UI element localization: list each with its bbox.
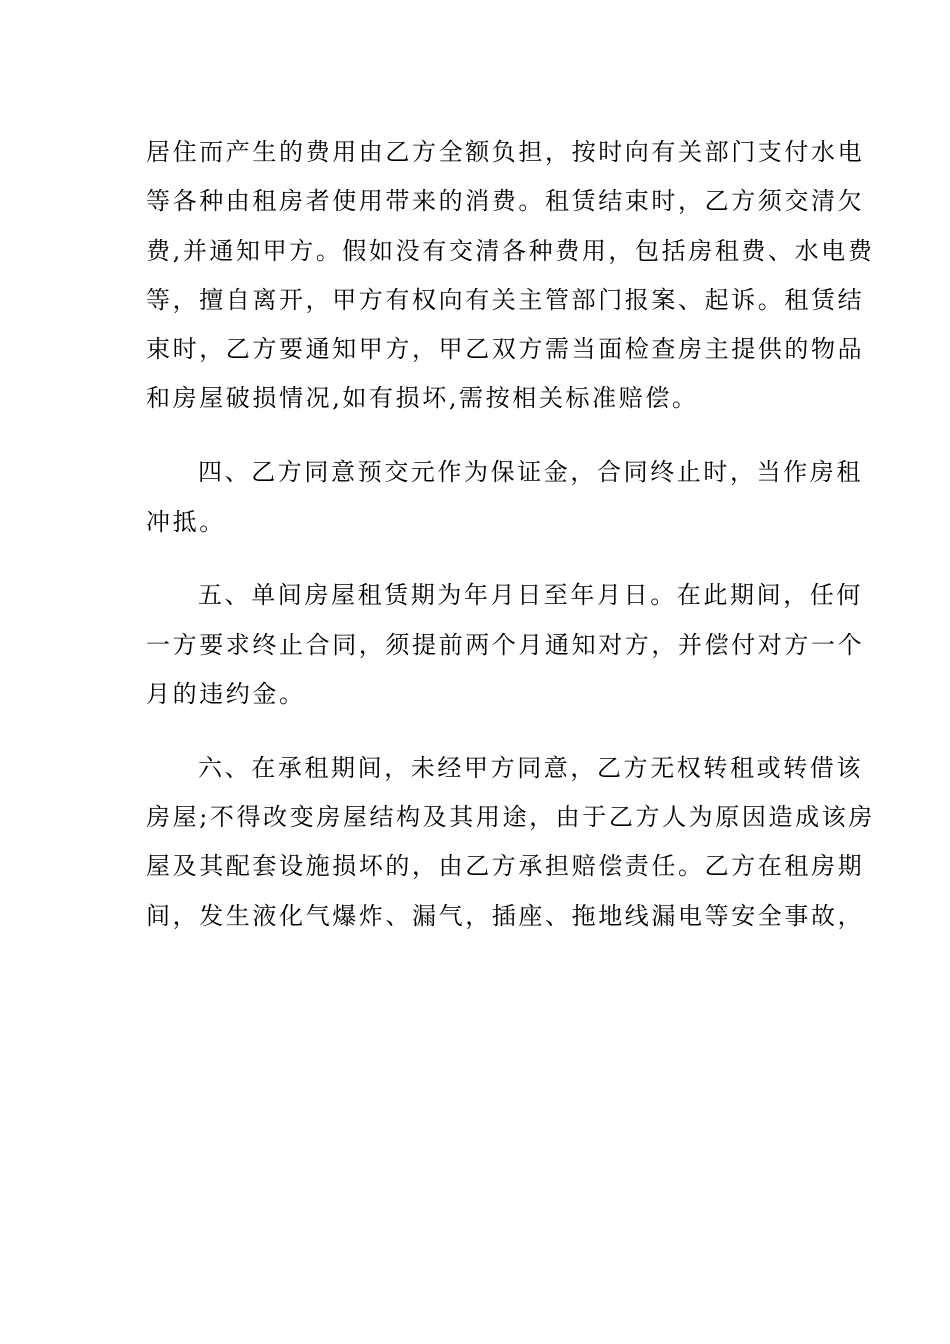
- text-line: 束时，乙方要通知甲方，甲乙双方需当面检查房主提供的物品: [146, 335, 865, 364]
- text-line: 和房屋破损情况,如有损坏,需按相关标准赔偿。: [146, 384, 699, 413]
- paragraph-gap: [146, 719, 806, 744]
- text-line: 冲抵。: [146, 507, 226, 536]
- text-line: 屋及其配套设施损坏的，由乙方承担赔偿责任。乙方在租房期: [146, 852, 865, 881]
- text-line: 等各种由租房者使用带来的消费。租赁结束时，乙方须交清欠: [146, 187, 865, 216]
- text-line: 费,并通知甲方。假如没有交清各种费用，包括房租费、水电费: [146, 236, 875, 265]
- text-line: 间，发生液化气爆炸、漏气，插座、拖地线漏电等安全事故，: [146, 901, 865, 930]
- document-body: [146, 128, 875, 941]
- text-line: 居住而产生的费用由乙方全额负担，按时向有关部门支付水电: [146, 138, 865, 166]
- paragraph-gap: [146, 547, 806, 572]
- text-line: 五、单间房屋租赁期为年月日至年月日。在此期间，任何: [198, 581, 863, 610]
- paragraph-gap: [146, 424, 806, 449]
- text-line: 六、在承租期间，未经甲方同意，乙方无权转租或转借该: [198, 753, 863, 782]
- text-line: 等，擅自离开，甲方有权向有关主管部门报案、起诉。租赁结: [146, 285, 865, 314]
- text-line: 一方要求终止合同，须提前两个月通知对方，并偿付对方一个: [146, 630, 865, 659]
- text-line: 四、乙方同意预交元作为保证金，合同终止时，当作房租: [198, 458, 863, 487]
- text-line: 房屋;不得改变房屋结构及其用途，由于乙方人为原因造成该房: [146, 803, 875, 832]
- text-line: 月的违约金。: [146, 679, 306, 708]
